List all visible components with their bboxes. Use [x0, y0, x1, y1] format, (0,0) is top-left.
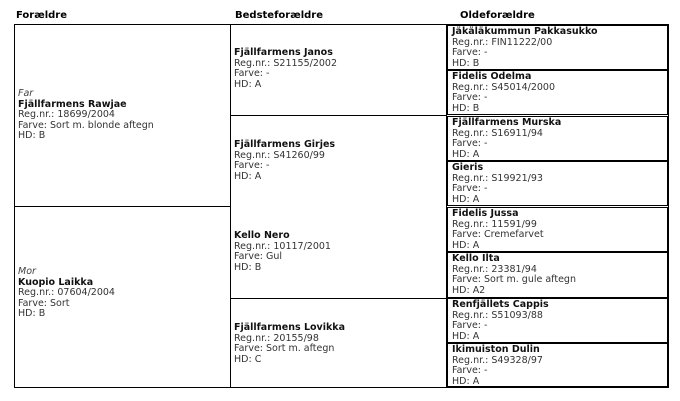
- parent-cell-dam: [15, 207, 230, 387]
- pedigree-entry: [452, 163, 543, 205]
- dog-color: Farve: -: [452, 320, 488, 332]
- pedigree-entry: [452, 27, 598, 69]
- dog-name: Fjällfarmens Girjes: [234, 139, 336, 150]
- dog-color: Farve: Cremefarvet: [452, 229, 544, 241]
- dog-color: Farve: -: [234, 160, 270, 172]
- reg-number: Reg.nr.: S49328/97: [452, 354, 543, 366]
- dog-color: Farve: -: [452, 47, 488, 59]
- dog-color: Farve: Sort m. aftegn: [234, 343, 335, 355]
- header-grandparents: Bedsteforældre: [235, 10, 324, 21]
- reg-number: Reg.nr.: 11591/99: [452, 218, 537, 230]
- dog-name: Jäkäläkummun Pakkasukko: [452, 26, 598, 37]
- divider: [230, 24, 231, 388]
- dog-name: Kello Ilta: [452, 253, 500, 264]
- reg-number: Reg.nr.: 10117/2001: [234, 240, 331, 252]
- reg-number: Reg.nr.: S41260/99: [234, 149, 325, 161]
- dog-name: Fjällfarmens Lovikka: [234, 322, 346, 333]
- pedigree-entry: [234, 231, 331, 273]
- pedigree-entry: [18, 267, 115, 320]
- dog-color: Farve: -: [452, 138, 488, 150]
- hd-status: HD: C: [234, 353, 262, 365]
- pedigree-entry: [452, 118, 561, 160]
- pedigree-entry: [452, 300, 549, 342]
- dog-color: Farve: Gul: [234, 251, 283, 263]
- reg-number: Reg.nr.: 18699/2004: [18, 109, 115, 121]
- hd-status: HD: A: [452, 330, 480, 342]
- dog-color: Farve: -: [234, 68, 270, 80]
- divider: [230, 298, 447, 299]
- dog-name: Kuopio Laikka: [18, 276, 94, 288]
- pedigree-entry: [452, 345, 543, 387]
- reg-number: Reg.nr.: S51093/88: [452, 309, 543, 321]
- dog-name: Fjällfarmens Rawjae: [18, 98, 127, 110]
- pedigree-entry: [234, 48, 337, 90]
- dog-name: Kello Nero: [234, 230, 290, 241]
- hd-status: HD: A: [452, 148, 480, 160]
- reg-number: Reg.nr.: 20155/98: [234, 332, 319, 344]
- dog-name: Fidelis Odelma: [452, 71, 532, 82]
- dog-color: Farve: Sort m. gule aftegn: [452, 274, 576, 286]
- dog-color: Farve: -: [452, 183, 488, 195]
- hd-status: HD: A: [452, 193, 480, 205]
- reg-number: Reg.nr.: S45014/2000: [452, 81, 556, 93]
- dog-name: Fidelis Jussa: [452, 208, 519, 219]
- hd-status: HD: A: [452, 239, 480, 251]
- reg-number: Reg.nr.: S16911/94: [452, 127, 543, 139]
- dog-name: Gieris: [452, 162, 484, 173]
- dog-name: Fjällfarmens Murska: [452, 117, 562, 128]
- divider: [230, 115, 447, 116]
- hd-status: HD: A: [234, 78, 262, 90]
- dog-color: Farve: Sort: [18, 297, 70, 309]
- header-parents: Forældre: [16, 10, 68, 21]
- header-great-grandparents: Oldeforældre: [460, 10, 535, 21]
- dog-color: Farve: -: [452, 92, 488, 104]
- reg-number: Reg.nr.: S19921/93: [452, 172, 543, 184]
- hd-status: HD: A: [452, 375, 480, 387]
- hd-status: HD: B: [452, 102, 480, 114]
- dog-name: Ikimuiston Dulin: [452, 344, 540, 355]
- parent-cell-sire: [15, 25, 230, 206]
- hd-status: HD: B: [18, 308, 46, 320]
- reg-number: Reg.nr.: FIN11222/00: [452, 36, 553, 48]
- pedigree-entry: [234, 140, 335, 182]
- dog-color: Farve: Sort m. blonde aftegn: [18, 119, 154, 131]
- reg-number: Reg.nr.: 07604/2004: [18, 287, 115, 299]
- dog-color: Farve: -: [452, 365, 488, 377]
- dog-name: Fjällfarmens Janos: [234, 47, 333, 58]
- hd-status: HD: A: [234, 170, 262, 182]
- pedigree-entry: [452, 72, 555, 114]
- hd-status: HD: B: [452, 57, 480, 69]
- role-label: Mor: [18, 266, 36, 277]
- pedigree-entry: [452, 209, 544, 251]
- pedigree-entry: [18, 89, 154, 142]
- dog-name: Renfjällets Cappis: [452, 299, 549, 310]
- role-label: Far: [18, 88, 34, 99]
- hd-status: HD: A2: [452, 284, 486, 296]
- reg-number: Reg.nr.: S21155/2002: [234, 57, 338, 69]
- hd-status: HD: B: [18, 130, 46, 142]
- hd-status: HD: B: [234, 261, 262, 273]
- pedigree-entry: [234, 323, 345, 365]
- reg-number: Reg.nr.: 23381/94: [452, 263, 537, 275]
- pedigree-entry: [452, 254, 576, 296]
